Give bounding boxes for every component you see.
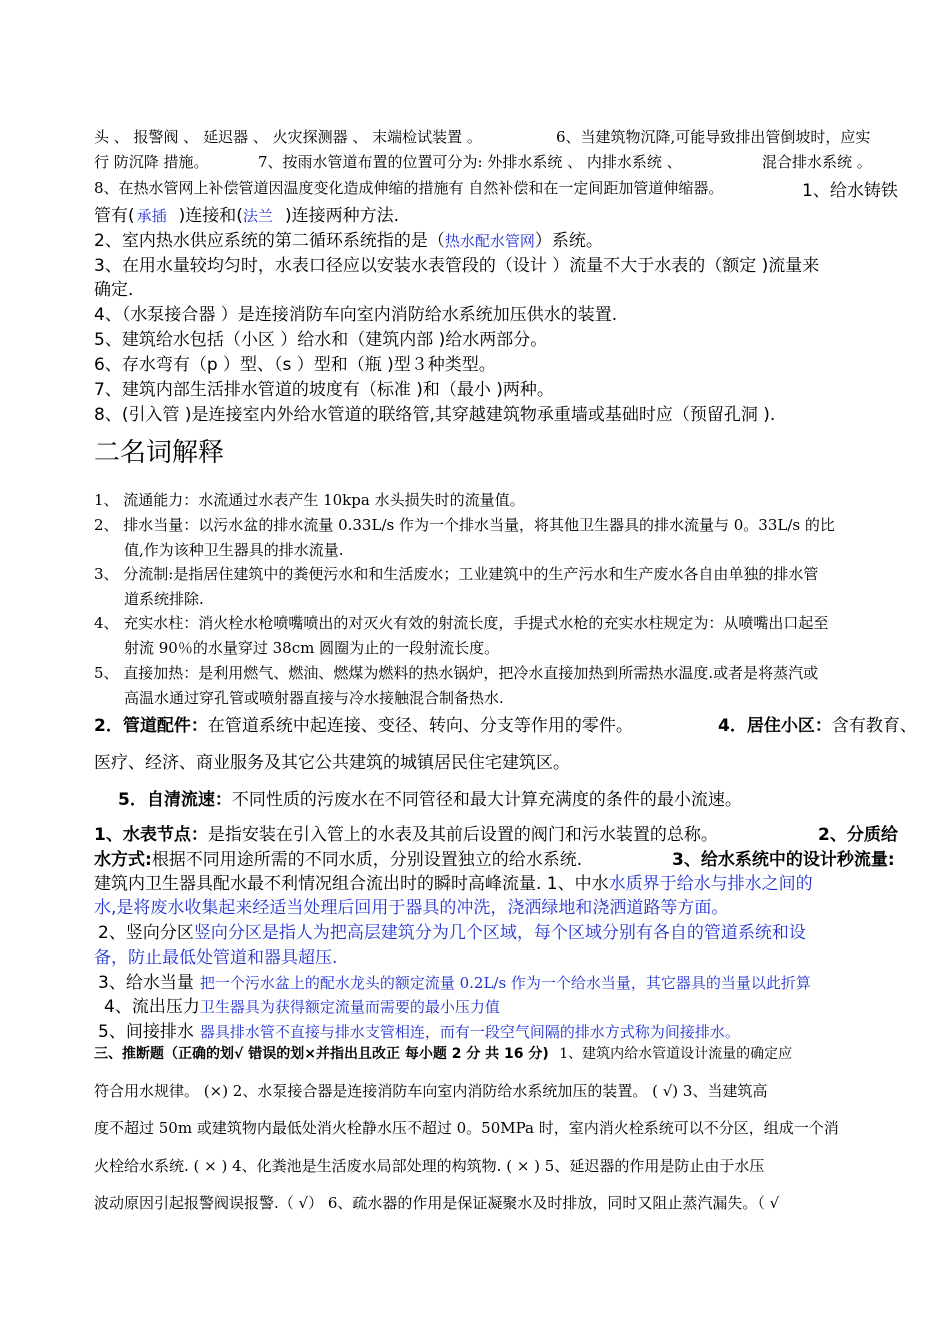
text-span: 含有教育、 (831, 716, 917, 736)
term-label: 2．管道配件： (94, 716, 208, 736)
highlight-answer: 卫生器具为获得额定流量而需要的最小压力值 (199, 998, 500, 1016)
text-span: 确定. (94, 280, 134, 300)
text-span: 5、 直接加热：是利用燃气、燃油、燃煤为燃料的热水锅炉，把冷水直接加热到所需热水温度.或者是将蒸汽或 (94, 664, 819, 682)
text-span: 道系统排除. (124, 590, 204, 608)
text-line (94, 201, 399, 226)
text-span: 1、给水铸铁 (802, 181, 898, 201)
text-line (94, 226, 603, 251)
section-title (94, 432, 224, 469)
text-line (94, 514, 835, 535)
text-line (94, 177, 723, 198)
text-line (94, 325, 547, 350)
text-line (94, 151, 209, 172)
text-span: 2、分质给 (818, 825, 898, 845)
text-span: 2、室内热水供应系统的第二循环系统指的是（ (94, 231, 445, 251)
text-span: 符合用水规律。 (×) 2、水泵接合器是连接消防车向室内消防给水系统加压的装置。 ( √) 3、当建筑高 (94, 1082, 768, 1100)
text-span: )连接和( (178, 206, 243, 226)
text-line (94, 869, 813, 894)
section-heading: 三、推断题（正确的划√ 错误的划×并指出且改正 每小题 2 分 共 16 分) (94, 1046, 549, 1062)
text-line (94, 612, 828, 633)
text-span: 3、在用水量较均匀时，水表口径应以安装水表管段的（设计 ）流量不大于水表的（额定 )流量来 (94, 256, 820, 276)
text-line (556, 126, 870, 147)
text-line (94, 126, 482, 147)
text-line (94, 275, 133, 300)
text-line (104, 992, 500, 1017)
text-span: 5、间接排水 (98, 1022, 194, 1042)
term-label (672, 845, 895, 870)
text-span: 1、 流通能力：水流通过水表产生 10kpa 水头损失时的流量值。 (94, 491, 525, 509)
text-span: 在管道系统中起连接、变径、转向、分支等作用的零件。 (207, 716, 633, 736)
text-span: 不同性质的污废水在不同管径和最大计算充满度的条件的最小流速。 (231, 790, 742, 810)
text-span: 8、在热水管网上补偿管道因温度变化造成伸缩的措施有 自然补偿和在一定间距加管道伸缩器。 (94, 179, 724, 197)
text-span: 管有( (94, 206, 135, 226)
highlight-answer: 竖向分区是指人为把高层建筑分为几个区域，每个区域分别有各自的管道系统和设 (193, 923, 806, 943)
text-span: 行 防沉降 措施。 (94, 153, 209, 171)
text-line (94, 748, 570, 773)
highlight-answer: 承插 (136, 207, 167, 225)
text-line (94, 711, 633, 736)
text-line (124, 588, 204, 609)
text-line (94, 1117, 839, 1138)
text-line (94, 400, 775, 425)
highlight-answer: 把一个污水盆上的配水龙头的额定流量 0.2L/s 作为一个给水当量，其它器具的当量以此折算 (199, 974, 811, 992)
highlight-answer (94, 943, 337, 968)
text-span: 是指安装在引入管上的水表及其前后设置的阀门和污水装置的总称。 (207, 825, 718, 845)
text-line (762, 151, 872, 172)
text-line (124, 539, 344, 560)
text-span: 头 、 报警阀 、 延迟器 、 火灾探测器 、 末端检试装置 。 (94, 128, 482, 146)
term-label: 5．自清流速： (118, 790, 232, 810)
text-span: 值,作为该种卫生器具的排水流量. (124, 541, 344, 559)
text-span: 二名词解释 (94, 438, 225, 468)
text-line (94, 489, 525, 510)
text-span: 6、当建筑物沉降,可能导致排出管倒坡时，应实 (556, 128, 871, 146)
text-span: 度不超过 50m 或建筑物内最低处消火栓静水压不超过 0。50MPa 时，室内消火栓系统可以不分区，组成一个消 (94, 1119, 839, 1137)
text-line (258, 151, 682, 172)
highlight-answer: 法兰 (242, 207, 273, 225)
text-line (718, 711, 917, 736)
text-span: 波动原因引起报警阀误报警.（ √） 6、疏水器的作用是保证凝聚水及时排放，同时又阻止蒸汽漏失。（ √ (94, 1194, 780, 1212)
highlight-answer: 热水配水管网 (444, 232, 535, 250)
term-label: 1、水表节点： (94, 825, 208, 845)
text-line (94, 300, 617, 325)
text-span: 7、按雨水管道布置的位置可分为: 外排水系统 、 内排水系统 、 (258, 153, 682, 171)
text-span: 火栓给水系统. ( × ) 4、化粪池是生活废水局部处理的构筑物. ( × ) 5、延迟器的作用是防止由于水压 (94, 1157, 765, 1175)
text-line (94, 1192, 779, 1213)
text-span: 医疗、经济、商业服务及其它公共建筑的城镇居民住宅建筑区。 (94, 753, 570, 773)
text-line (94, 251, 819, 276)
text-span: ）系统。 (534, 231, 603, 251)
text-span: 高温水通过穿孔管或喷射器直接与冷水接触混合制备热水. (124, 689, 504, 707)
text-span: )连接两种方法. (284, 206, 399, 226)
text-span: 5、建筑给水包括（小区 ）给水和（建筑内部 )给水两部分。 (94, 330, 548, 350)
text-span: 3、给水当量 (98, 973, 194, 993)
text-span: 射流 90％的水量穿过 38cm 圆圈为止的一段射流长度。 (124, 639, 500, 657)
text-span: 混合排水系统 。 (762, 153, 872, 171)
text-span: 7、建筑内部生活排水管道的坡度有（标准 )和（最小 )两种。 (94, 380, 554, 400)
text-line (94, 662, 818, 683)
text-span: 4、（水泵接合器 ）是连接消防车向室内消防给水系统加压供水的装置. (94, 305, 618, 325)
text-span: 4、流出压力 (104, 997, 200, 1017)
text-line (94, 1155, 764, 1176)
highlight-answer (94, 893, 728, 918)
text-line (94, 1043, 792, 1063)
text-span: 3、 分流制:是指居住建筑中的粪便污水和和生活废水；工业建筑中的生产污水和生产废水各自由单独的排水管 (94, 565, 819, 583)
term-label: 4．居住小区： (718, 716, 832, 736)
text-span: 2、 排水当量：以污水盆的排水流量 0.33L/s 作为一个排水当量，将其他卫生器具的排水流量与 0。33L/s 的比 (94, 516, 835, 534)
highlight-answer: 水质界于给水与排水之间的 (608, 874, 813, 894)
text-line (98, 918, 806, 943)
text-line (98, 968, 811, 993)
text-line (94, 563, 818, 584)
text-span: 2、竖向分区 (98, 923, 194, 943)
text-line (802, 176, 898, 201)
term-label: 水方式: (94, 850, 152, 870)
term-label (818, 820, 898, 845)
text-span: 水,是将废水收集起来经适当处理后回用于器具的冲洗，浇洒绿地和浇洒道路等方面。 (94, 898, 729, 918)
text-line (94, 375, 554, 400)
text-span: 3、给水系统中的设计秒流量: (672, 850, 895, 870)
text-line (94, 1080, 767, 1101)
text-line (94, 820, 718, 845)
text-span: 1、建筑内给水管道设计流量的确定应 (559, 1046, 793, 1062)
text-line (94, 350, 496, 375)
highlight-answer: 器具排水管不直接与排水支管相连，而有一段空气间隔的排水方式称为间接排水。 (199, 1023, 740, 1041)
text-span: 建筑内卫生器具配水最不利情况组合流出时的瞬时高峰流量. 1、中水 (94, 874, 609, 894)
text-line (94, 845, 582, 870)
text-span: 根据不同用途所需的不同水质，分别设置独立的给水系统. (151, 850, 583, 870)
text-span: 6、存水弯有（p ）型、（s ）型和（瓶 )型３种类型。 (94, 355, 496, 375)
text-line (124, 687, 504, 708)
text-line (118, 785, 742, 810)
text-span: 4、 充实水柱：消火栓水枪喷嘴喷出的对灭火有效的射流长度，手提式水枪的充实水柱规定为：从喷嘴出口起至 (94, 614, 829, 632)
text-span: 备，防止最低处管道和器具超压. (94, 948, 338, 968)
text-line (124, 637, 499, 658)
text-span: 8、(引入管 )是连接室内外给水管道的联络管,其穿越建筑物承重墙或基础时应（预留孔洞 ). (94, 405, 776, 425)
text-line (98, 1017, 740, 1042)
